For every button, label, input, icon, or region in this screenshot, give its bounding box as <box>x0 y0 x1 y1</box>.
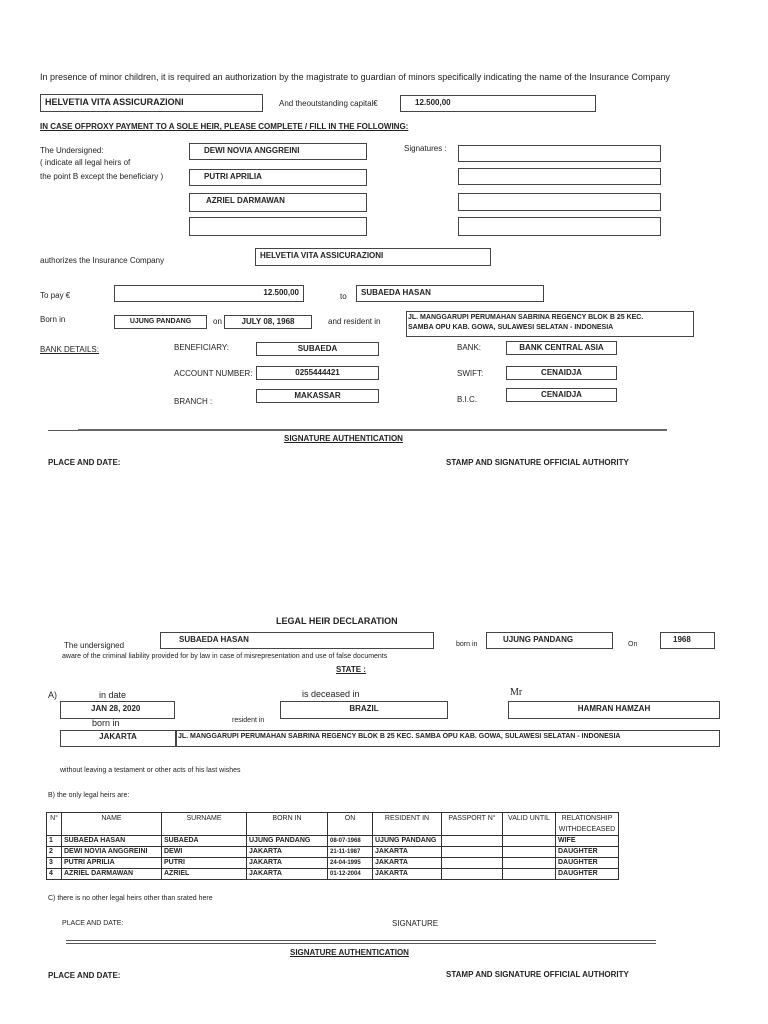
undersigned-label: The Undersigned: <box>40 146 104 155</box>
account-label: ACCOUNT NUMBER: <box>174 369 253 378</box>
bank-field[interactable]: BANK CENTRAL ASIA <box>506 341 617 355</box>
capital-label: And theoutstanding capital€ <box>279 99 378 108</box>
company-name-field[interactable]: HELVETIA VITA ASSICURAZIONI <box>40 94 263 112</box>
cell-on[interactable]: 24-04-1995 <box>328 858 373 869</box>
cell-on[interactable]: 01-12-2004 <box>328 869 373 880</box>
signature-field-4[interactable] <box>458 217 661 236</box>
signature-field-2[interactable] <box>458 168 661 185</box>
capital-field[interactable]: 12.500,00 <box>400 95 596 112</box>
deceased-resident-label: resident in <box>232 717 265 724</box>
undersigned-note-2: the point B except the beneficiary ) <box>40 172 164 181</box>
col-header-n: N° <box>47 813 62 836</box>
declarant-field[interactable]: SUBAEDA HASAN <box>160 632 434 649</box>
bic-field[interactable]: CENAIDJA <box>506 388 617 402</box>
branch-field[interactable]: MAKASSAR <box>256 389 379 403</box>
col-header-valid: VALID UNTIL <box>503 813 556 836</box>
born-in-label: Born in <box>40 315 66 324</box>
table-row <box>47 836 619 847</box>
deceased-address-field[interactable]: JL. MANGGARUPI PERUMAHAN SABRINA REGENCY BLOK B 25 KEC. SAMBA OPU KAB. GOWA, SULAWESI SELATAN - INDONESIA <box>176 730 720 747</box>
swift-label: SWIFT: <box>457 369 484 378</box>
resident-label: and resident in <box>328 317 381 326</box>
mr-label: Mr <box>510 687 523 698</box>
bic-label: B.I.C. <box>457 395 478 404</box>
divider-bottom-1 <box>66 940 656 941</box>
table-row <box>47 869 619 880</box>
cell-born[interactable]: JAKARTA <box>247 869 328 880</box>
cell-relationship[interactable]: WIFE <box>556 836 619 847</box>
place-date-label-2: PLACE AND DATE: <box>62 920 124 927</box>
undersigned-field-4[interactable] <box>189 217 367 236</box>
beneficiary-label: BENEFICIARY: <box>174 343 229 352</box>
undersigned-note-1: ( indicate all legal heirs of <box>40 158 131 167</box>
a-label: A) <box>48 690 57 700</box>
signature-field-3[interactable] <box>458 193 661 211</box>
signature-field-1[interactable] <box>458 145 661 162</box>
cell-born[interactable]: JAKARTA <box>247 847 328 858</box>
undersigned-field-3[interactable]: AZRIEL DARMAWAN <box>189 193 367 212</box>
cell-n: 3 <box>47 858 62 869</box>
bank-details-label: BANK DETAILS: <box>40 345 99 354</box>
to-pay-field[interactable]: 12.500,00 <box>114 285 304 302</box>
state-label: STATE : <box>336 665 366 674</box>
cell-resident[interactable]: JAKARTA <box>373 869 442 880</box>
cell-resident[interactable]: JAKARTA <box>373 847 442 858</box>
cell-surname[interactable]: AZRIEL <box>162 869 247 880</box>
payee-field[interactable]: SUBAEDA HASAN <box>356 285 544 302</box>
beneficiary-field[interactable]: SUBAEDA <box>256 342 379 356</box>
declarant-born-in-field[interactable]: UJUNG PANDANG <box>486 632 613 649</box>
authorizes-label: authorizes the Insurance Company <box>40 256 165 265</box>
cell-passport[interactable] <box>442 858 503 869</box>
place-date-label-1: PLACE AND DATE: <box>48 458 121 467</box>
col-header-surname: SURNAME <box>162 813 247 836</box>
cell-on[interactable]: 21-11-1987 <box>328 847 373 858</box>
address-line-2: SAMBA OPU KAB. GOWA, SULAWESI SELATAN - INDONESIA <box>408 324 614 331</box>
aware-text: aware of the criminal liability provided for by law in case of misrepresentation and use of false documents <box>62 653 388 660</box>
col-header-name: NAME <box>62 813 162 836</box>
branch-label: BRANCH : <box>174 397 213 406</box>
deceased-label: is deceased in <box>302 689 360 699</box>
cell-born[interactable]: JAKARTA <box>247 858 328 869</box>
cell-n: 2 <box>47 847 62 858</box>
death-date-field[interactable]: JAN 28, 2020 <box>60 701 175 719</box>
cell-relationship[interactable]: DAUGHTER <box>556 858 619 869</box>
cell-valid[interactable] <box>503 836 556 847</box>
cell-on[interactable]: 08-07-1968 <box>328 836 373 847</box>
no-testament-text: without leaving a testament or other acts of his last wishes <box>60 767 241 774</box>
table-row <box>47 858 619 869</box>
b-label: B) the only legal heirs are: <box>48 792 130 799</box>
cell-surname[interactable]: PUTRI <box>162 858 247 869</box>
signature-label: SIGNATURE <box>392 919 439 928</box>
declarant-year-field[interactable]: 1968 <box>660 632 715 649</box>
proxy-heading: IN CASE OFPROXY PAYMENT TO A SOLE HEIR, PLEASE COMPLETE / FILL IN THE FOLLOWING: <box>40 122 409 131</box>
signatures-label: Signatures : <box>404 144 447 153</box>
born-in-field[interactable]: UJUNG PANDANG <box>114 315 207 329</box>
born-in-small-label: born in <box>456 641 478 648</box>
cell-resident[interactable]: UJUNG PANDANG <box>373 836 442 847</box>
cell-relationship[interactable]: DAUGHTER <box>556 869 619 880</box>
swift-field[interactable]: CENAIDJA <box>506 366 617 380</box>
divider-short <box>48 430 78 431</box>
col-header-relationship: RELATIONSHIP WITHDECEASED <box>556 813 619 836</box>
cell-n: 4 <box>47 869 62 880</box>
bank-label: BANK: <box>457 343 482 352</box>
deceased-name-field[interactable]: HAMRAN HAMZAH <box>508 701 720 719</box>
divider-long <box>78 429 667 431</box>
cell-n: 1 <box>47 836 62 847</box>
c-label: C) there is no other legal heirs other than srated here <box>48 895 213 902</box>
intro-text: In presence of minor children, it is required an authorization by the magistrate to guardian of minors specifically indicating the name of the Insurance Company <box>40 72 670 82</box>
on-label: on <box>213 317 222 326</box>
heirs-table <box>46 812 619 880</box>
cell-valid[interactable] <box>503 847 556 858</box>
cell-surname[interactable]: DEWI <box>162 847 247 858</box>
cell-relationship[interactable]: DAUGHTER <box>556 847 619 858</box>
address-line-1: JL. MANGGARUPI PERUMAHAN SABRINA REGENCY BLOK B 25 KEC. <box>408 314 644 321</box>
sig-auth-heading-2: SIGNATURE AUTHENTICATION <box>290 948 409 957</box>
cell-valid[interactable] <box>503 858 556 869</box>
cell-born[interactable]: UJUNG PANDANG <box>247 836 328 847</box>
cell-resident[interactable]: JAKARTA <box>373 858 442 869</box>
undersigned-field-1[interactable]: DEWI NOVIA ANGGREINI <box>189 143 367 160</box>
cell-passport[interactable] <box>442 869 503 880</box>
to-pay-label: To pay € <box>40 291 71 300</box>
col-header-born: BORN IN <box>247 813 328 836</box>
col-header-passport: PASSPORT N° <box>442 813 503 836</box>
cell-name[interactable]: SUBAEDA HASAN <box>62 836 162 847</box>
heirs-header-row <box>47 813 619 836</box>
deceased-born-label: born in <box>92 718 120 728</box>
death-place-field[interactable]: BRAZIL <box>280 701 448 719</box>
legal-heading: LEGAL HEIR DECLARATION <box>276 616 398 626</box>
place-date-label-3: PLACE AND DATE: <box>48 971 121 980</box>
cell-name[interactable]: DEWI NOVIA ANGGREINI <box>62 847 162 858</box>
cell-passport[interactable] <box>442 836 503 847</box>
cell-name[interactable]: AZRIEL DARMAWAN <box>62 869 162 880</box>
account-field[interactable]: 0255444421 <box>256 366 379 380</box>
cell-surname[interactable]: SUBAEDA <box>162 836 247 847</box>
cell-valid[interactable] <box>503 869 556 880</box>
cell-name[interactable]: PUTRI APRILIA <box>62 858 162 869</box>
undersigned-small-label: The undersigned <box>64 641 125 650</box>
cell-passport[interactable] <box>442 847 503 858</box>
address-field[interactable] <box>406 311 694 337</box>
authorized-company-field[interactable]: HELVETIA VITA ASSICURAZIONI <box>255 248 491 266</box>
deceased-born-in-field[interactable]: JAKARTA <box>60 730 176 747</box>
born-on-field[interactable]: JULY 08, 1968 <box>224 315 312 329</box>
table-row <box>47 847 619 858</box>
sig-auth-heading-1: SIGNATURE AUTHENTICATION <box>284 434 403 443</box>
divider-bottom-2 <box>66 943 656 944</box>
in-date-label: in date <box>99 690 127 700</box>
stamp-label-2: STAMP AND SIGNATURE OFFICIAL AUTHORITY <box>446 970 629 979</box>
col-header-on: ON <box>328 813 373 836</box>
to-label: to <box>340 292 347 301</box>
col-header-resident: RESIDENT IN <box>373 813 442 836</box>
stamp-label-1: STAMP AND SIGNATURE OFFICIAL AUTHORITY <box>446 458 629 467</box>
undersigned-field-2[interactable]: PUTRI APRILIA <box>189 169 367 186</box>
on-small-label: On <box>628 641 638 648</box>
